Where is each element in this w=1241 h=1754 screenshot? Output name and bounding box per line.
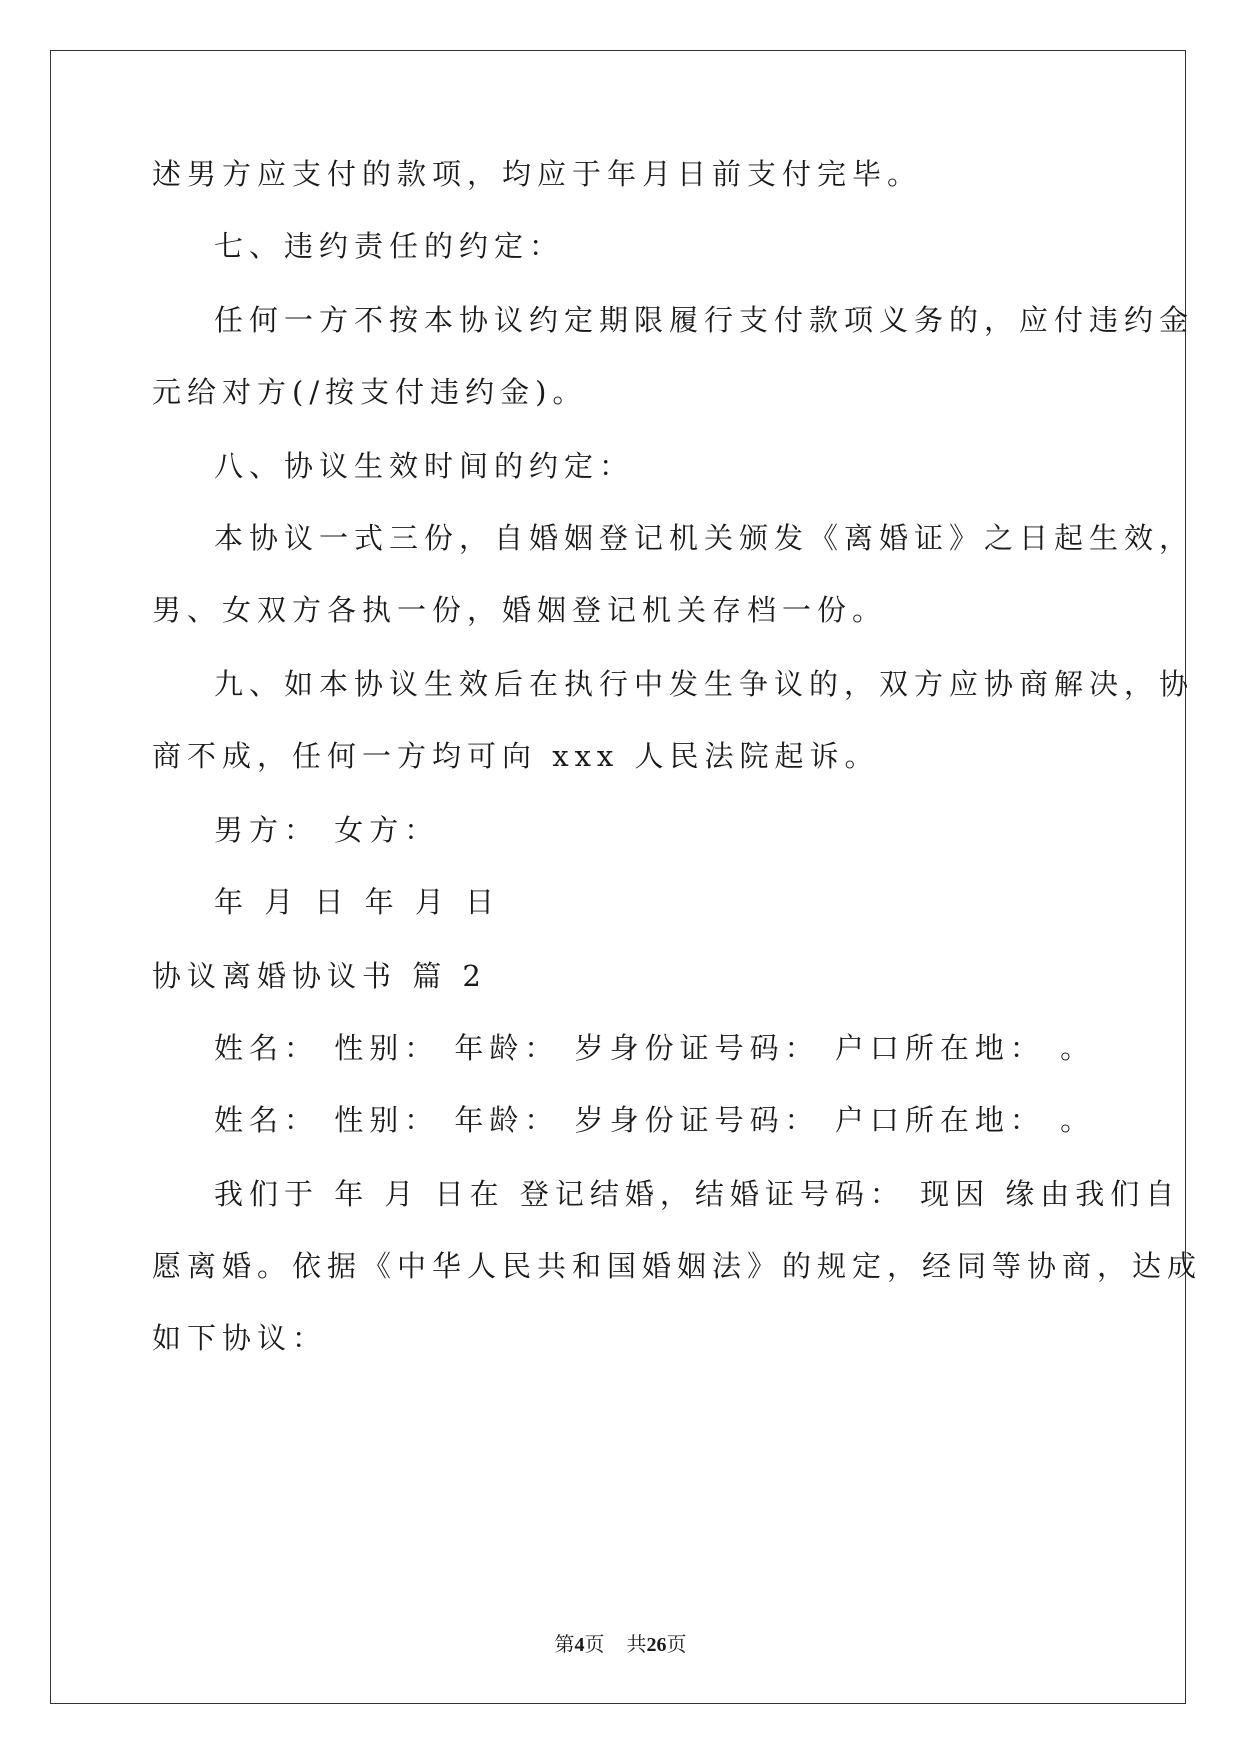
page-border	[50, 50, 1186, 1704]
signature-line: 男方： 女方：	[214, 813, 440, 847]
section-heading: 七、违约责任的约定：	[214, 229, 565, 263]
footer-total-suffix: 页	[666, 1634, 687, 1656]
text-line: 我们于 年 月 日在 登记结婚，结婚证号码： 现因 缘由我们自	[214, 1177, 1181, 1211]
text-line: 男、女双方各执一份，婚姻登记机关存档一份。	[152, 593, 888, 627]
text-line: 述男方应支付的款项，均应于年月日前支付完毕。	[152, 157, 923, 191]
text-line: 如下协议：	[152, 1321, 328, 1355]
text-line: 元给对方(/按支付违约金)。	[152, 375, 588, 409]
current-page-number: 4	[574, 1634, 585, 1656]
total-page-number: 26	[646, 1634, 667, 1656]
page-footer	[0, 1628, 1241, 1657]
date-line: 年 月 日 年 月 日	[214, 885, 501, 919]
footer-total-prefix: 共	[626, 1634, 647, 1656]
text-line: 愿离婚。依据《中华人民共和国婚姻法》的规定，经同等协商，达成	[152, 1249, 1203, 1283]
footer-prefix: 第	[554, 1634, 575, 1656]
text-line: 任何一方不按本协议约定期限履行支付款项义务的，应付违约金	[214, 303, 1195, 337]
text-line: 姓名： 性别： 年龄： 岁身份证号码： 户口所在地： 。	[214, 1103, 1096, 1137]
footer-page-suffix: 页	[584, 1634, 605, 1656]
text-line: 商不成，任何一方均可向 xxx 人民法院起诉。	[152, 739, 880, 773]
section-title: 协议离婚协议书 篇 2	[152, 959, 487, 993]
section-heading: 八、协议生效时间的约定：	[214, 449, 635, 483]
text-line: 姓名： 性别： 年龄： 岁身份证号码： 户口所在地： 。	[214, 1031, 1096, 1065]
text-line: 本协议一式三份，自婚姻登记机关颁发《离婚证》之日起生效，	[214, 521, 1195, 555]
text-line: 九、如本协议生效后在执行中发生争议的，双方应协商解决，协	[214, 667, 1195, 701]
